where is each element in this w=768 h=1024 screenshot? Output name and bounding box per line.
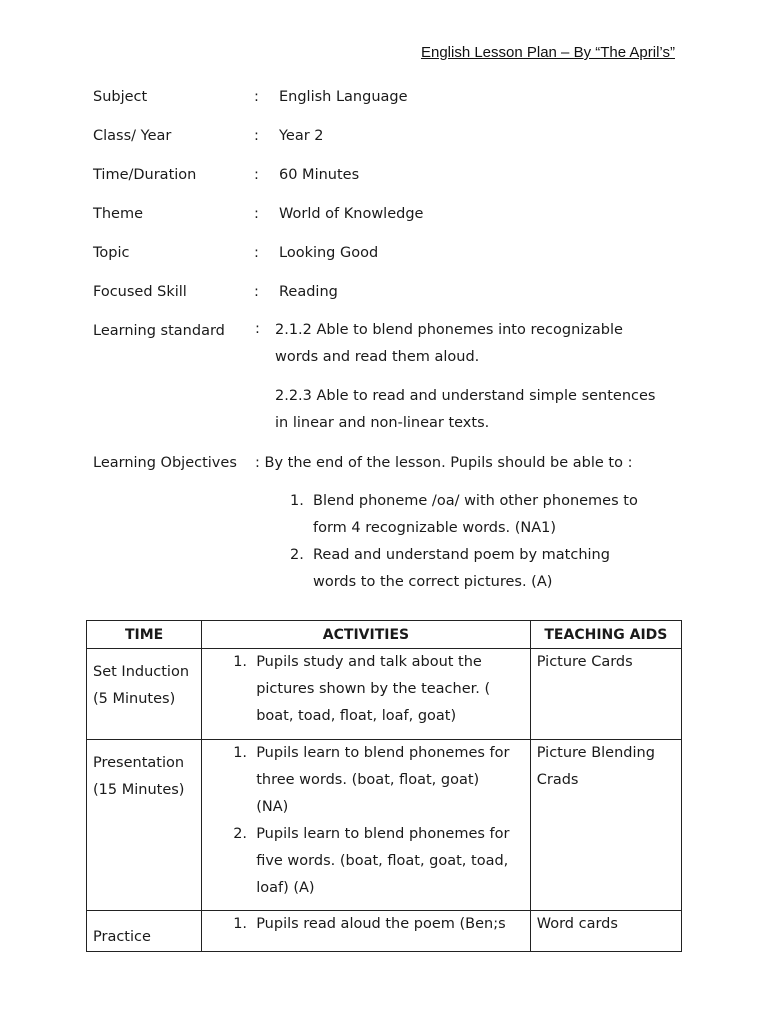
time-cell	[87, 740, 202, 911]
learning-standard-2-line2: in linear and non-linear texts.	[275, 415, 490, 431]
time-duration: (15 Minutes)	[93, 782, 185, 798]
time-duration: (5 Minutes)	[93, 691, 176, 707]
activity-line: (NA)	[256, 799, 289, 815]
table-row	[87, 740, 682, 911]
lesson-plan-table	[86, 620, 682, 952]
field-colon: :	[254, 206, 259, 222]
learning-standard-label: Learning standard	[93, 323, 225, 339]
teaching-aid-line: Crads	[536, 772, 579, 788]
teaching-aid-line: Picture Cards	[536, 654, 633, 670]
activities-cell	[202, 649, 531, 740]
activity-line: Pupils learn to blend phonemes for	[256, 745, 510, 761]
activity-number: 1.	[233, 654, 248, 670]
time-stage: Practice	[93, 929, 151, 945]
activities-cell	[202, 911, 531, 952]
activity-line: boat, toad, float, loaf, goat)	[256, 708, 457, 724]
learning-standard-2	[275, 383, 655, 437]
header-activities: ACTIVITIES	[202, 621, 531, 649]
field-label: Theme	[93, 206, 144, 222]
table-row	[87, 649, 682, 740]
learning-standard-1	[275, 317, 623, 371]
field-colon: :	[254, 245, 259, 261]
activity-item	[202, 649, 530, 730]
objective-line: words to the correct pictures. (A)	[313, 574, 553, 590]
objective-number: 1.	[290, 493, 304, 509]
activity-item	[202, 821, 530, 902]
activity-number: 2.	[233, 826, 248, 842]
field-value: 60 Minutes	[279, 167, 360, 183]
field-value: Looking Good	[279, 245, 379, 261]
teaching-aids-cell	[530, 740, 681, 911]
activity-line: Pupils learn to blend phonemes for	[256, 826, 510, 842]
field-value: English Language	[279, 89, 408, 105]
teaching-aids-cell	[530, 649, 681, 740]
field-colon: :	[254, 284, 259, 300]
activities-list	[202, 740, 530, 902]
field-colon: :	[254, 128, 259, 144]
activity-line: Pupils study and talk about the	[256, 654, 482, 670]
activities-list	[202, 911, 530, 938]
field-label: Focused Skill	[93, 284, 187, 300]
learning-standard-1-line1: 2.1.2 Able to blend phonemes into recognizable	[275, 322, 623, 338]
objective-number: 2.	[290, 547, 304, 563]
learning-standard-2-line1: 2.2.3 Able to read and understand simple sentences	[275, 388, 656, 404]
field-label: Topic	[93, 245, 130, 261]
activity-line: pictures shown by the teacher. (	[256, 681, 491, 697]
teaching-aids-cell	[530, 911, 681, 952]
field-value: World of Knowledge	[279, 206, 424, 222]
document-title: English Lesson Plan – By “The April’s”	[420, 44, 675, 61]
learning-objectives-intro: : By the end of the lesson. Pupils should be able to :	[255, 455, 633, 471]
activity-line: Pupils read aloud the poem (Ben;s	[256, 916, 506, 932]
activity-line: loaf) (A)	[256, 880, 315, 896]
objective-text	[313, 542, 610, 596]
teaching-aid-line: Picture Blending	[536, 745, 655, 761]
time-cell	[87, 911, 202, 952]
field-label: Class/ Year	[93, 128, 172, 144]
table-header-row	[87, 621, 682, 649]
activity-number: 1.	[233, 916, 248, 932]
time-stage: Set Induction	[93, 664, 190, 680]
time-cell	[87, 649, 202, 740]
teaching-aid-line: Word cards	[536, 916, 618, 932]
activity-item	[202, 911, 530, 938]
field-colon: :	[254, 167, 259, 183]
activities-list	[202, 649, 530, 730]
time-stage: Presentation	[93, 755, 185, 771]
objective-text	[313, 488, 638, 542]
header-teaching-aids: TEACHING AIDS	[530, 621, 681, 649]
learning-standard-1-line2: words and read them aloud.	[275, 349, 480, 365]
field-value: Reading	[279, 284, 338, 300]
learning-standard-colon: :	[255, 321, 260, 337]
activity-line: three words. (boat, float, goat)	[256, 772, 480, 788]
header-time: TIME	[87, 621, 202, 649]
table-row	[87, 911, 682, 952]
field-value: Year 2	[279, 128, 324, 144]
field-colon: :	[254, 89, 259, 105]
objective-line: Read and understand poem by matching	[313, 547, 610, 563]
field-label: Subject	[93, 89, 148, 105]
activities-cell	[202, 740, 531, 911]
field-label: Time/Duration	[93, 167, 197, 183]
activity-line: five words. (boat, float, goat, toad,	[256, 853, 509, 869]
objective-line: form 4 recognizable words. (NA1)	[313, 520, 557, 536]
activity-item	[202, 740, 530, 821]
learning-objectives-label: Learning Objectives	[93, 455, 237, 471]
objective-line: Blend phoneme /oa/ with other phonemes to	[313, 493, 638, 509]
activity-number: 1.	[233, 745, 248, 761]
